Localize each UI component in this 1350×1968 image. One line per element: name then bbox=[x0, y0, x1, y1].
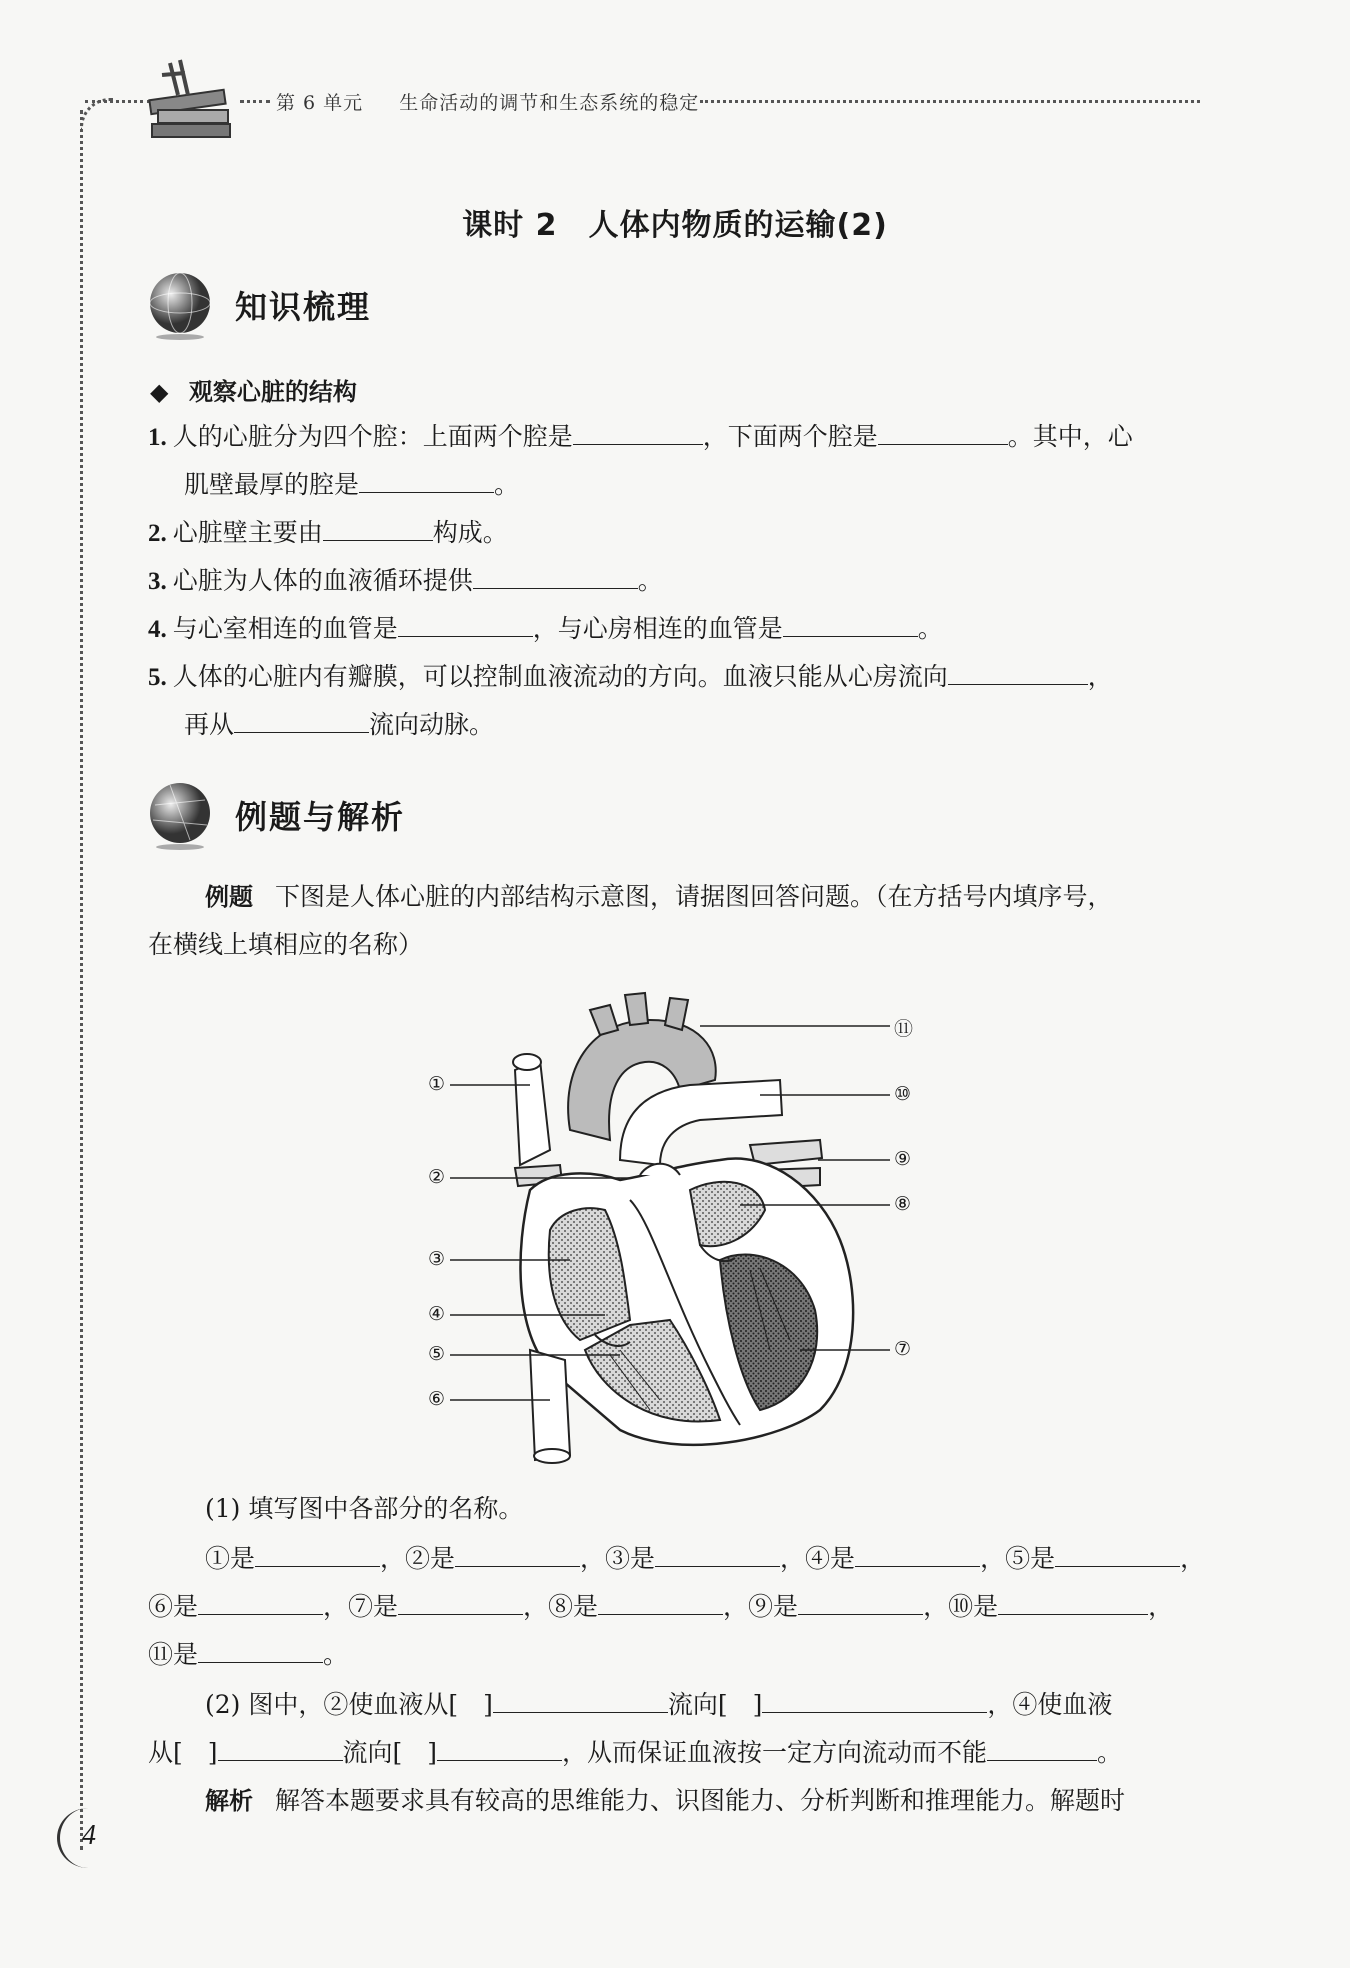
answer-blank[interactable] bbox=[323, 514, 433, 541]
page-number: 4 bbox=[82, 1820, 96, 1851]
question-text: 构成。 bbox=[432, 518, 508, 547]
question-number: 3. bbox=[148, 568, 167, 595]
answer-blank[interactable] bbox=[598, 1588, 723, 1615]
question-text: 再从 bbox=[184, 710, 235, 739]
answer-blank[interactable] bbox=[218, 1734, 343, 1761]
answer-prompt: 。 bbox=[323, 1640, 349, 1669]
answer-blank[interactable] bbox=[573, 418, 703, 445]
question-text: (1) 填写图中各部分的名称。 bbox=[205, 1494, 524, 1523]
question-text: (2) 图中，②使血液从[ ] bbox=[205, 1690, 493, 1719]
question-text: 。 bbox=[637, 566, 663, 595]
example-label: 例题 bbox=[205, 883, 253, 911]
question-text: 与心室相连的血管是 bbox=[172, 614, 398, 643]
answer-prompt: ，④是 bbox=[780, 1544, 856, 1573]
globe-icon bbox=[145, 270, 215, 340]
header-dotted-rule-right bbox=[700, 100, 1200, 103]
question-text: 。 bbox=[1097, 1738, 1123, 1767]
answer-prompt: ， bbox=[1148, 1592, 1174, 1621]
question-text: 心脏为人体的血液循环提供 bbox=[172, 566, 473, 595]
question-part-2-line-2 bbox=[148, 1734, 1122, 1770]
question-text: 人体的心脏内有瓣膜，可以控制血液流动的方向。血液只能从心房流向 bbox=[172, 662, 948, 691]
q1-answer-row-1 bbox=[205, 1540, 1205, 1576]
question-text: ，④使血液 bbox=[987, 1690, 1113, 1719]
question-number: 4. bbox=[148, 616, 167, 643]
example-intro-line-2 bbox=[148, 928, 423, 962]
answer-prompt: ，②是 bbox=[380, 1544, 456, 1573]
answer-blank[interactable] bbox=[948, 658, 1088, 685]
header-text bbox=[276, 88, 699, 115]
diagram-label-1: ① bbox=[428, 1073, 446, 1095]
question-5-line-2 bbox=[184, 706, 494, 742]
section-title: 例题与解析 bbox=[235, 798, 406, 836]
diagram-label-8: ⑧ bbox=[894, 1193, 912, 1215]
books-logo-icon bbox=[140, 55, 240, 149]
answer-blank[interactable] bbox=[998, 1588, 1148, 1615]
example-text: 在横线上填相应的名称） bbox=[148, 930, 424, 959]
answer-blank[interactable] bbox=[255, 1540, 380, 1567]
subsection-title: 观察心脏的结构 bbox=[188, 378, 357, 406]
page-number-badge bbox=[57, 1808, 120, 1868]
analysis-line bbox=[205, 1784, 1125, 1818]
answer-blank[interactable] bbox=[762, 1686, 987, 1713]
answer-prompt: ，⑦是 bbox=[323, 1592, 399, 1621]
header-dotted-lead bbox=[240, 100, 270, 103]
question-text: 。 bbox=[917, 614, 943, 643]
answer-blank[interactable] bbox=[398, 1588, 523, 1615]
subsection-heading bbox=[150, 372, 357, 407]
answer-blank[interactable] bbox=[198, 1588, 323, 1615]
analysis-label: 解析 bbox=[205, 1787, 253, 1815]
question-number: 1. bbox=[148, 424, 167, 451]
example-text: 下图是人体心脏的内部结构示意图，请据图回答问题。（在方括号内填序号， bbox=[274, 882, 1113, 911]
answer-blank[interactable] bbox=[798, 1588, 923, 1615]
question-text: 肌壁最厚的腔是 bbox=[184, 470, 360, 499]
answer-prompt: ， bbox=[1180, 1544, 1206, 1573]
question-part-2-line-1 bbox=[205, 1686, 1112, 1722]
diagram-label-10: ⑩ bbox=[894, 1083, 912, 1105]
diamond-bullet-icon: ◆ bbox=[150, 378, 169, 406]
answer-blank[interactable] bbox=[878, 418, 1008, 445]
answer-blank[interactable] bbox=[437, 1734, 562, 1761]
question-part-1 bbox=[205, 1492, 523, 1526]
answer-prompt: ，③是 bbox=[580, 1544, 656, 1573]
question-text: 心脏壁主要由 bbox=[172, 518, 323, 547]
question-text: 。 bbox=[494, 470, 520, 499]
answer-blank[interactable] bbox=[855, 1540, 980, 1567]
answer-blank[interactable] bbox=[398, 610, 533, 637]
q1-answer-row-3 bbox=[148, 1636, 348, 1672]
answer-prompt: ⑪是 bbox=[148, 1640, 199, 1669]
diagram-label-2: ② bbox=[428, 1166, 446, 1188]
answer-blank[interactable] bbox=[987, 1734, 1097, 1761]
question-text: 流向[ ] bbox=[667, 1690, 763, 1719]
section-knowledge-heading bbox=[145, 270, 371, 340]
question-1-line-1 bbox=[148, 418, 1133, 455]
diagram-label-5: ⑤ bbox=[428, 1343, 446, 1365]
answer-blank[interactable] bbox=[1055, 1540, 1180, 1567]
heart-diagram bbox=[420, 990, 940, 1474]
question-text: 人的心脏分为四个腔：上面两个腔是 bbox=[172, 422, 573, 451]
question-text: ，与心房相连的血管是 bbox=[532, 614, 783, 643]
q1-answer-row-2 bbox=[148, 1588, 1173, 1624]
question-text: 流向动脉。 bbox=[369, 710, 495, 739]
answer-blank[interactable] bbox=[473, 562, 638, 589]
unit-title: 生命活动的调节和生态系统的稳定 bbox=[399, 92, 700, 114]
question-text: 从[ ] bbox=[148, 1738, 218, 1767]
diagram-label-6: ⑥ bbox=[428, 1388, 446, 1410]
answer-prompt: ，⑤是 bbox=[980, 1544, 1056, 1573]
answer-prompt: ①是 bbox=[205, 1544, 256, 1573]
diagram-label-7: ⑦ bbox=[894, 1338, 912, 1360]
question-text: ，从而保证血液按一定方向流动而不能 bbox=[562, 1738, 988, 1767]
example-intro-line-1 bbox=[205, 880, 1112, 914]
unit-number: 第 6 单元 bbox=[276, 92, 364, 114]
section-title: 知识梳理 bbox=[235, 288, 372, 326]
question-text: 流向[ ] bbox=[342, 1738, 438, 1767]
answer-prompt: ⑥是 bbox=[148, 1592, 199, 1621]
answer-blank[interactable] bbox=[493, 1686, 668, 1713]
question-text: ，下面两个腔是 bbox=[702, 422, 878, 451]
analysis-text: 解答本题要求具有较高的思维能力、识图能力、分析判断和推理能力。解题时 bbox=[274, 1786, 1125, 1815]
question-text: 。其中，心 bbox=[1007, 422, 1133, 451]
answer-blank[interactable] bbox=[198, 1636, 323, 1663]
answer-blank[interactable] bbox=[655, 1540, 780, 1567]
section-example-heading bbox=[145, 780, 405, 850]
question-number: 5. bbox=[148, 664, 167, 691]
question-5-line-1 bbox=[148, 658, 1113, 695]
answer-prompt: ，⑨是 bbox=[723, 1592, 799, 1621]
diagram-label-9: ⑨ bbox=[894, 1148, 912, 1170]
question-number: 2. bbox=[148, 520, 167, 547]
answer-blank[interactable] bbox=[783, 610, 918, 637]
answer-blank[interactable] bbox=[234, 706, 369, 733]
diagram-label-4: ④ bbox=[428, 1303, 446, 1325]
question-text: ， bbox=[1087, 662, 1113, 691]
page-dotted-margin bbox=[80, 110, 83, 1850]
diagram-label-3: ③ bbox=[428, 1248, 446, 1270]
answer-blank[interactable] bbox=[455, 1540, 580, 1567]
question-3 bbox=[148, 562, 663, 599]
globe-icon bbox=[145, 780, 215, 850]
question-2 bbox=[148, 514, 508, 551]
answer-blank[interactable] bbox=[359, 466, 494, 493]
question-1-line-2 bbox=[184, 466, 519, 502]
diagram-label-11: ⑪ bbox=[894, 1018, 914, 1040]
question-4 bbox=[148, 610, 943, 647]
answer-prompt: ，⑩是 bbox=[923, 1592, 999, 1621]
lesson-title: 课时 2 人体内物质的运输(2) bbox=[462, 208, 888, 243]
answer-prompt: ，⑧是 bbox=[523, 1592, 599, 1621]
